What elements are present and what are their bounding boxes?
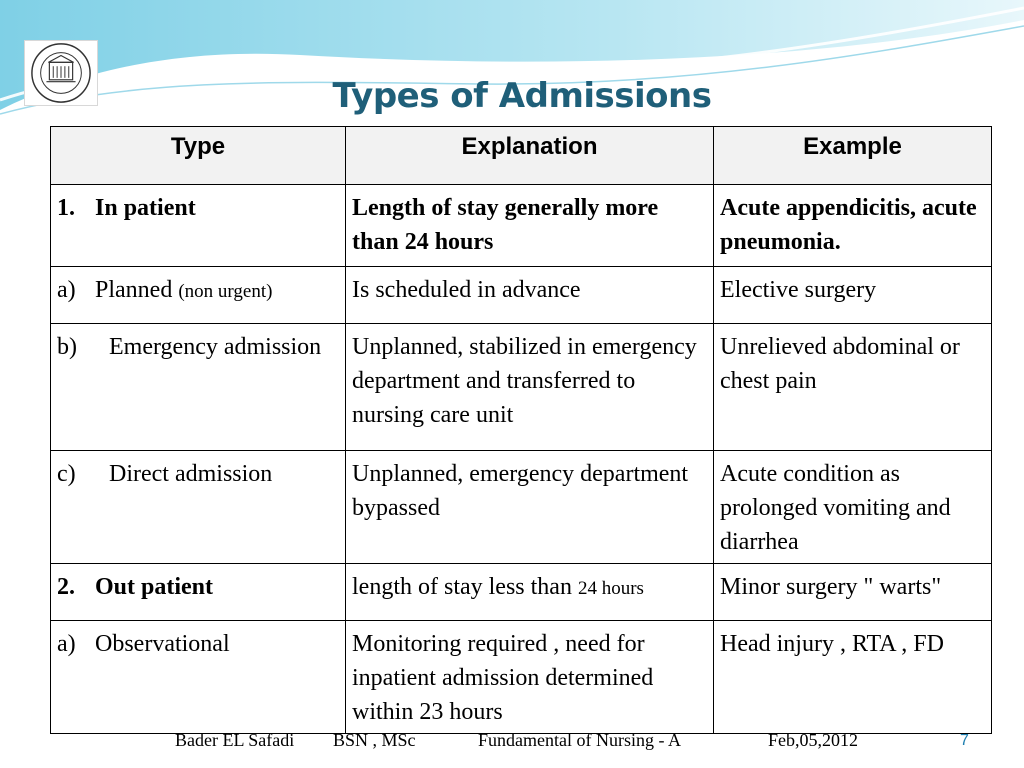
table-row bbox=[51, 185, 992, 267]
row-number: 1. bbox=[57, 195, 75, 221]
type-label: Direct admission bbox=[109, 461, 273, 487]
example-cell: Elective surgery bbox=[714, 267, 992, 324]
footer-degree: BSN , MSc bbox=[333, 730, 416, 750]
type-cell bbox=[51, 324, 346, 451]
column-header-type: Type bbox=[51, 127, 346, 185]
row-number: a) bbox=[57, 631, 76, 657]
column-header-example: Example bbox=[714, 127, 992, 185]
type-note: (non urgent) bbox=[178, 281, 273, 302]
row-number: a) bbox=[57, 277, 76, 303]
example-cell: Unrelieved abdominal or chest pain bbox=[714, 324, 992, 451]
example-cell: Head injury , RTA , FD bbox=[714, 621, 992, 734]
footer-author: Bader EL Safadi bbox=[175, 730, 295, 750]
footer-date: Feb,05,2012 bbox=[768, 730, 858, 750]
example-cell: Minor surgery " warts" bbox=[714, 564, 992, 621]
row-number: c) bbox=[57, 461, 76, 487]
type-cell bbox=[51, 451, 346, 564]
table-header-row bbox=[51, 127, 992, 185]
explanation-cell: Unplanned, emergency department bypassed bbox=[346, 451, 714, 564]
table-row bbox=[51, 267, 992, 324]
type-cell bbox=[51, 564, 346, 621]
table-row bbox=[51, 621, 992, 734]
explanation-cell: Monitoring required , need for inpatient admission determined within 23 hours bbox=[346, 621, 714, 734]
explanation-cell: Unplanned, stabilized in emergency department and transferred to nursing care unit bbox=[346, 324, 714, 451]
example-cell: Acute condition as prolonged vomiting and diarrhea bbox=[714, 451, 992, 564]
row-number: b) bbox=[57, 334, 77, 360]
explanation-duration: 24 hours bbox=[577, 578, 644, 599]
footer-course: Fundamental of Nursing - A bbox=[478, 730, 681, 750]
type-label: Observational bbox=[95, 631, 230, 657]
type-label: In patient bbox=[95, 195, 196, 221]
explanation-text: length of stay less than bbox=[352, 574, 572, 600]
table-row bbox=[51, 564, 992, 621]
type-cell bbox=[51, 621, 346, 734]
type-label: Planned bbox=[95, 277, 173, 303]
admissions-table bbox=[50, 126, 992, 734]
slide-title: Types of Admissions bbox=[332, 76, 712, 116]
table-row bbox=[51, 324, 992, 451]
explanation-cell: Length of stay generally more than 24 hours bbox=[346, 185, 714, 267]
explanation-cell: Is scheduled in advance bbox=[346, 267, 714, 324]
type-cell bbox=[51, 267, 346, 324]
explanation-cell bbox=[346, 564, 714, 621]
type-cell bbox=[51, 185, 346, 267]
row-number: 2. bbox=[57, 574, 75, 600]
type-label: Emergency admission bbox=[109, 334, 322, 360]
column-header-explanation: Explanation bbox=[346, 127, 714, 185]
example-cell: Acute appendicitis, acute pneumonia. bbox=[714, 185, 992, 267]
page-number: 7 bbox=[960, 732, 969, 749]
type-label: Out patient bbox=[95, 574, 214, 600]
table-row bbox=[51, 451, 992, 564]
